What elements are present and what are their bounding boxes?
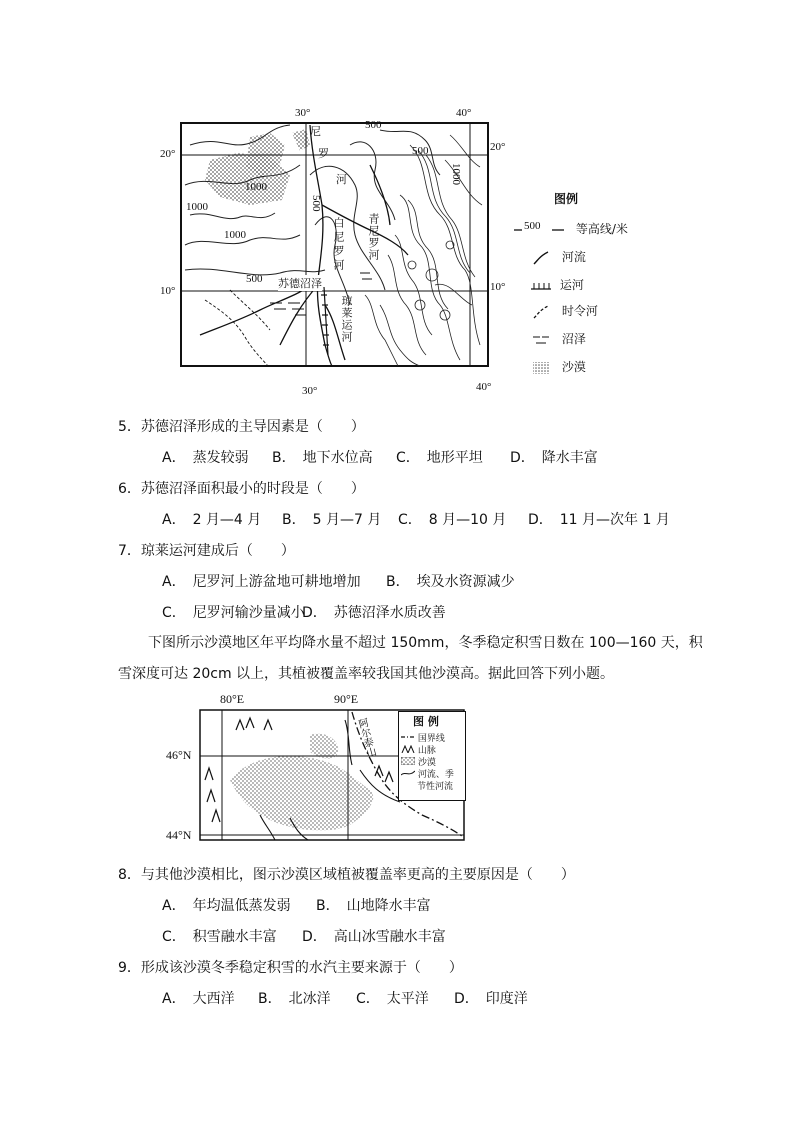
contour-label: 1000: [224, 229, 246, 241]
contour-label: 1000: [186, 201, 208, 213]
desert-map: [160, 690, 470, 850]
lat-label-20-left: 20°: [160, 148, 176, 160]
contour-label: 500: [365, 119, 382, 131]
passage-line-1: 下图所示沙漠地区年平均降水量不超过 150mm，冬季稳定积雪日数在 100—160 天，积: [148, 635, 703, 651]
q5-option-b[interactable]: B． 地下水位高: [272, 450, 373, 466]
lon-label-80e: 80°E: [220, 692, 245, 706]
legend-river: [532, 248, 586, 266]
lat-label-44n: 44°N: [166, 828, 192, 842]
q9-option-c[interactable]: C． 太平洋: [356, 991, 429, 1007]
nile-map-legend: [512, 190, 642, 380]
lat-label-20-right: 20°: [490, 141, 506, 153]
legend-canal: [530, 276, 584, 293]
mountain-symbol: [401, 745, 415, 753]
label-sudd-swamp: 苏德沼泽: [278, 277, 322, 290]
legend-swamp-label: 沼泽: [561, 332, 586, 346]
q8-option-d[interactable]: D． 高山冰雪融水丰富: [302, 929, 446, 945]
q5-option-a[interactable]: A． 蒸发较弱: [162, 450, 249, 466]
lat-label-10-left: 10°: [160, 285, 176, 297]
lon-label-40-top: 40°: [456, 107, 472, 119]
q8-option-c[interactable]: C． 积雪融水丰富: [162, 929, 277, 945]
legend-title: 图例: [554, 192, 579, 206]
legend-desert: [532, 358, 586, 375]
label-white-nile: 白尼罗河: [332, 217, 345, 273]
lon-label-90e: 90°E: [334, 692, 359, 706]
lon-label-30-bottom: 30°: [302, 385, 318, 397]
legend2-river-label-cont: 节性河流: [417, 782, 454, 792]
desert-map-legend: [398, 711, 466, 801]
question-8-stem: 8．与其他沙漠相比，图示沙漠区域植被覆盖率更高的主要原因是（ ）: [118, 867, 575, 883]
q7-option-d[interactable]: D． 苏德沼泽水质改善: [302, 605, 446, 621]
q8-option-a[interactable]: A． 年均温低蒸发弱: [162, 898, 291, 914]
q7-option-c[interactable]: C． 尼罗河输沙量减小: [162, 605, 305, 621]
desert-symbol-2: [401, 757, 415, 765]
q9-option-d[interactable]: D． 印度洋: [454, 991, 528, 1007]
q8-option-b[interactable]: B． 山地降水丰富: [316, 898, 431, 914]
lon-label-30-top: 30°: [295, 107, 311, 119]
q6-option-d[interactable]: D． 11 月—次年 1 月: [528, 512, 670, 528]
legend2-desert-label: 沙漠: [417, 758, 436, 768]
legend-contour: [512, 220, 628, 237]
label-jonglei-canal: 琼莱运河: [340, 295, 353, 343]
legend2-title: 图 例: [413, 715, 439, 728]
contour-label: 1000: [450, 163, 462, 185]
river-symbol: [532, 250, 550, 266]
river-symbol-2: [401, 769, 415, 777]
legend2-border-label: 国界线: [417, 734, 445, 744]
desert-symbol: [532, 361, 550, 375]
contour-label: 500: [310, 195, 322, 212]
lat-label-46n: 46°N: [166, 748, 192, 762]
canal-symbol: [530, 279, 552, 293]
q6-option-a[interactable]: A． 2 月—4 月: [162, 512, 262, 528]
q7-option-a[interactable]: A． 尼罗河上游盆地可耕地增加: [162, 574, 361, 590]
question-6-stem: 6．苏德沼泽面积最小的时段是（ ）: [118, 481, 365, 497]
label-nile-luo: 罗: [318, 147, 329, 160]
legend-canal-label: 运河: [559, 278, 584, 292]
passage-line-2: 雪深度可达 20cm 以上，其植被覆盖率较我国其他沙漠高。据此回答下列小题。: [118, 666, 615, 682]
q6-option-c[interactable]: C． 8 月—10 月: [398, 512, 507, 528]
q5-option-d[interactable]: D． 降水丰富: [510, 450, 598, 466]
lon-label-40-bottom: 40°: [476, 381, 492, 393]
q9-option-a[interactable]: A． 大西洋: [162, 991, 235, 1007]
seasonal-river-symbol: [532, 304, 550, 320]
label-altai-mountains: 阿尔泰山: [355, 717, 376, 759]
legend2-mountain-label: 山脉: [417, 746, 436, 756]
legend-contour-label: 等高线/米: [575, 222, 628, 236]
question-9-stem: 9．形成该沙漠冬季稳定积雪的水汽主要来源于（ ）: [118, 960, 463, 976]
contour-line-symbol: [512, 223, 572, 237]
legend-seasonal-river-label: 时令河: [561, 304, 598, 318]
contour-label: 500: [412, 145, 429, 157]
legend-contour-value: 500: [524, 220, 541, 232]
contour-label: 500: [246, 273, 263, 285]
swamp-symbol: [532, 333, 550, 347]
lat-label-10-right: 10°: [490, 281, 506, 293]
legend-swamp: [532, 330, 586, 347]
question-7-stem: 7．琼莱运河建成后（ ）: [118, 543, 295, 559]
question-5-stem: 5．苏德沼泽形成的主导因素是（ ）: [118, 419, 365, 435]
q7-option-b[interactable]: B． 埃及水资源减少: [386, 574, 515, 590]
q6-option-b[interactable]: B． 5 月—7 月: [282, 512, 382, 528]
label-nile-ni: 尼: [310, 125, 321, 138]
label-nile-he: 河: [336, 173, 347, 186]
contour-label: 1000: [245, 181, 267, 193]
legend-seasonal-river: [532, 302, 598, 320]
label-blue-nile: 青尼罗河: [367, 213, 380, 261]
q9-option-b[interactable]: B． 北冰洋: [258, 991, 331, 1007]
nile-map: [150, 105, 506, 400]
q5-option-c[interactable]: C． 地形平坦: [396, 450, 483, 466]
border-line-symbol: [401, 733, 415, 741]
legend2-river-label: 河流、季: [417, 770, 454, 780]
legend-river-label: 河流: [561, 250, 586, 264]
legend-desert-label: 沙漠: [561, 360, 586, 374]
